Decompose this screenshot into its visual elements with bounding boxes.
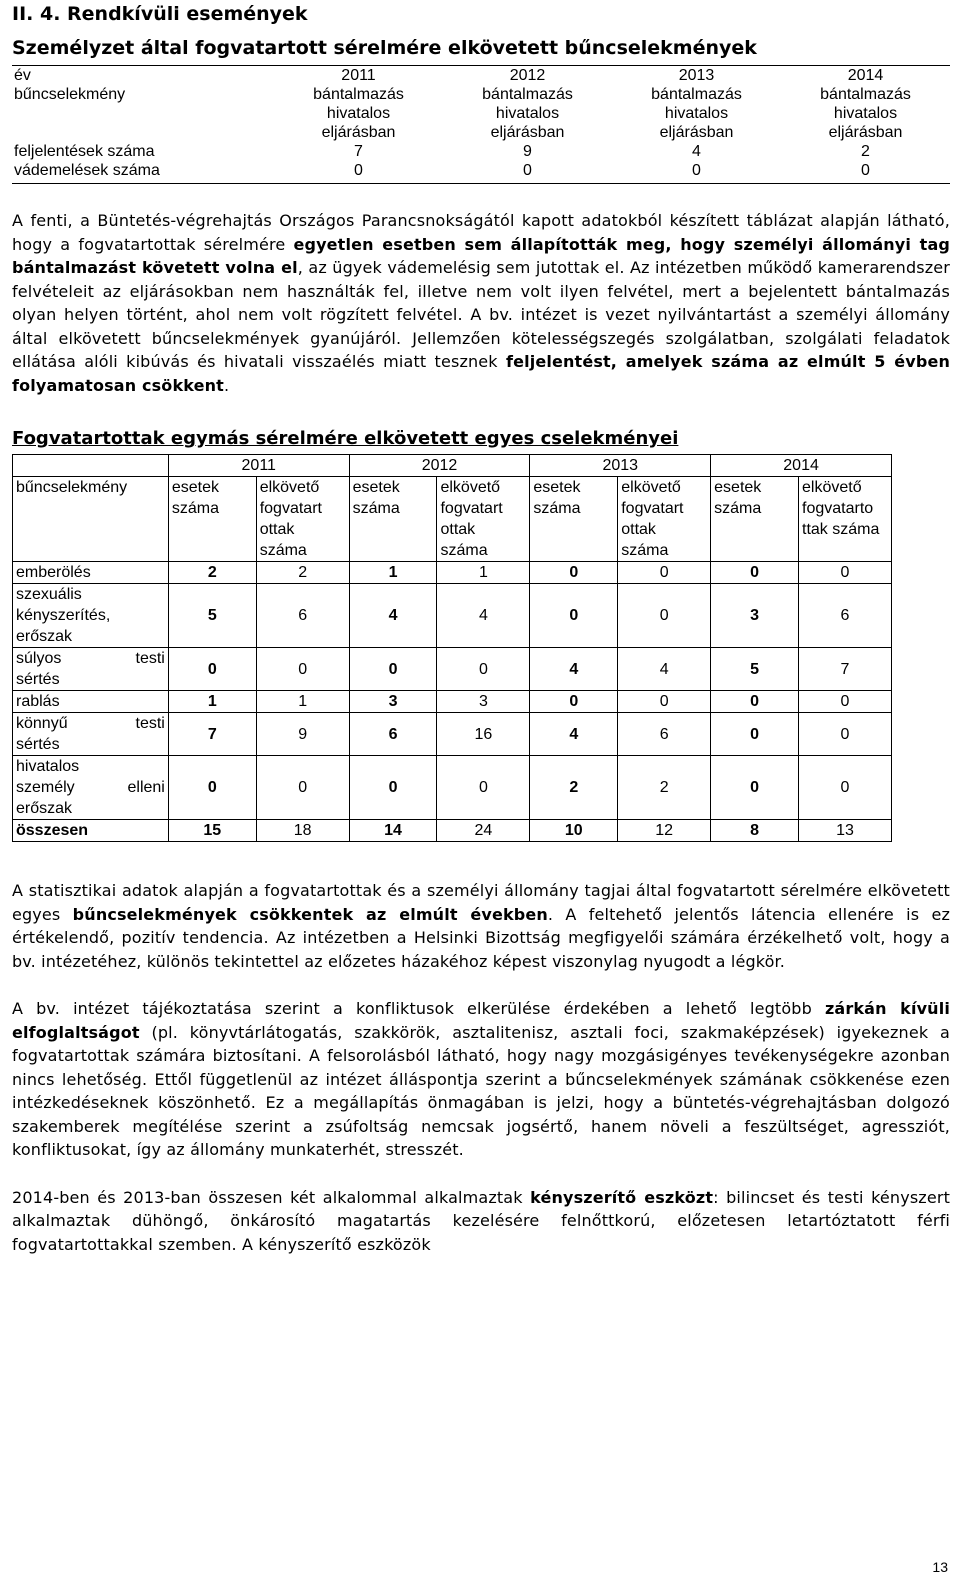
table-row	[13, 820, 892, 842]
table-cell: 7	[168, 713, 256, 756]
table-cell: 14	[349, 820, 437, 842]
table-cell: 15	[168, 820, 256, 842]
year-2011: 2011	[274, 66, 443, 86]
table-cell: 0	[799, 562, 892, 584]
table-cell: 4	[530, 713, 618, 756]
table-row	[13, 648, 892, 691]
cases-header: esetek száma	[530, 477, 618, 562]
paragraph-activities: A bv. intézet tájékoztatása szerint a konfliktusok elkerülése érdekében a lehető legtöbb zárkán kívüli elfoglaltságot (pl. könyvtárlátogatás, szakkörök, asztalitenisz, asztali foci, szakmaképzések) igyekeznek a fogvatartottak számára biztosítani. A felsorolásból látható, hogy nagy mozgásigényes tevékenységekre azonban nincs lehetőség. Ettől függetlenül az intézet álláspontja szerint a bűncselekmények számának csökkenése ezen intézkedéseknek köszönhető. Ez a megállapítás önmagában is jelzi, hogy a büntetés-végrehajtásban dolgozó szakemberek megítélése szerint a zsúfoltság nemcsak jogsértő, hanem növeli a feszültséget, agressziót, konfliktusokat, így az állomány munkaterhét, stresszét.	[12, 999, 950, 1159]
crime-type-cell: bántalmazás hivatalos eljárásban	[651, 86, 742, 141]
table-cell: 1	[437, 562, 530, 584]
table-cell: 0	[437, 648, 530, 691]
page-number: 13	[932, 1559, 948, 1575]
table-cell: 2	[618, 756, 711, 820]
table1-title: Személyzet által fogvatartott sérelmére elkövetett bűncselekmények	[12, 37, 757, 59]
table-row	[13, 584, 892, 648]
table-cell: 0	[349, 756, 437, 820]
perpetrators-header: elkövető fogvatart ottak száma	[437, 477, 530, 562]
table-cell: 4	[349, 584, 437, 648]
table-cell: 0	[168, 648, 256, 691]
cases-header: esetek száma	[711, 477, 799, 562]
table-row	[13, 691, 892, 713]
table-cell: 3	[711, 584, 799, 648]
table-row	[13, 756, 892, 820]
table-cell: 4	[618, 648, 711, 691]
row-label: emberölés	[13, 562, 169, 584]
year-2013: 2013	[530, 455, 711, 477]
table-row	[13, 562, 892, 584]
table-cell: 6	[799, 584, 892, 648]
table2-body	[13, 562, 892, 842]
row-label: könnyű testi sértés	[13, 713, 169, 756]
year-label: év	[12, 66, 274, 86]
table-cell: 0	[711, 713, 799, 756]
table-cell: 0	[799, 691, 892, 713]
year-2014: 2014	[711, 455, 892, 477]
table-cell: 0	[168, 756, 256, 820]
crime-type-cell: bántalmazás hivatalos eljárásban	[313, 86, 404, 141]
year-2012: 2012	[443, 66, 612, 86]
crime-type-cell: bántalmazás hivatalos eljárásban	[820, 86, 911, 141]
table-cell: 18	[256, 820, 349, 842]
crime-label: bűncselekmény	[13, 477, 169, 562]
table-cell: 0	[711, 562, 799, 584]
year-2013: 2013	[612, 66, 781, 86]
table-cell: 0	[530, 562, 618, 584]
table-cell: 6	[618, 713, 711, 756]
table-cell: 16	[437, 713, 530, 756]
year-2011: 2011	[168, 455, 349, 477]
table-cell: 0	[437, 756, 530, 820]
table-cell: 0	[799, 713, 892, 756]
table-row	[13, 713, 892, 756]
table-cell: 10	[530, 820, 618, 842]
table-cell: 13	[799, 820, 892, 842]
table-cell: 1	[256, 691, 349, 713]
table-cell: 5	[711, 648, 799, 691]
table-cell: 2	[256, 562, 349, 584]
section-title: II. 4. Rendkívüli események	[12, 3, 308, 25]
staff-offences-table	[12, 65, 950, 184]
row-label: szexuális kényszerítés, erőszak	[13, 584, 169, 648]
table-row: feljelentések száma 7 9 4 2	[14, 143, 870, 160]
cases-header: esetek száma	[168, 477, 256, 562]
table-cell: 1	[168, 691, 256, 713]
table-cell: 6	[256, 584, 349, 648]
table-cell: 4	[437, 584, 530, 648]
table-cell: 6	[349, 713, 437, 756]
perpetrators-header: elkövető fogvatarto ttak száma	[799, 477, 892, 562]
inmate-offences-table	[12, 454, 892, 842]
table2-title: Fogvatartottak egymás sérelmére elkövetett egyes cselekményei	[12, 428, 679, 449]
crime-type-cell: bántalmazás hivatalos eljárásban	[482, 86, 573, 141]
table-cell: 9	[256, 713, 349, 756]
table-cell: 0	[530, 691, 618, 713]
cases-header: esetek száma	[349, 477, 437, 562]
table-cell: 7	[799, 648, 892, 691]
paragraph-staff-offences: A fenti, a Büntetés-végrehajtás Országos Parancsnokságától kapott adatokból készített táblázat alapján látható, hogy a fogvatartottak sérelmére egyetlen esetben sem állapították meg, hogy személyi állományi tag bántalmazást követett volna el, az ügyek vádemelésig sem jutottak el. Az intézetben működő kamerarendszer felvételeit az eljárásokban nem használták fel, illetve nem volt ilyen felvétel, mert a bejelentett bántalmazás olyan helyen történt, ahol nem volt rögzített felvétel. A bv. intézet is vezet nyilvántartást a személyi állomány által elkövetett bűncselekmények gyanújáról. Jellemzően kötelességszegés szolgálatban, szolgálati feladatok ellátása alóli kibúvás és hivatali visszaélés miatt tesznek feljelentést, amelyek száma az elmúlt 5 évben folyamatosan csökkent.	[12, 211, 951, 395]
paragraph-statistics: A statisztikai adatok alapján a fogvatartottak és a személyi állomány tagjai által fogvatartott sérelmére elkövetett egyes bűncselekmények csökkentek az elmúlt években. A feltehető jelentős látencia ellenére is ez értékelendő, pozitív tendencia. Az intézetben a Helsinki Bizottság megfigyelői számára érzékelhető volt, hogy a bv. intézetéhez, különös tekintettel az előzetes házakéhoz képest viszonylag nyugodt a légkör.	[12, 881, 951, 971]
row-label: súlyos testi sértés	[13, 648, 169, 691]
document-page	[12, 0, 950, 1256]
table-cell: 0	[618, 584, 711, 648]
table-cell: 0	[618, 562, 711, 584]
perpetrators-header: elkövető fogvatart ottak száma	[256, 477, 349, 562]
table-cell: 5	[168, 584, 256, 648]
row-label: hivatalos személy elleni erőszak	[13, 756, 169, 820]
table-cell: 0	[711, 756, 799, 820]
paragraph-coercive-means: 2014-ben és 2013-ban összesen két alkalommal alkalmaztak kényszerítő eszközt: bilincset és testi kényszert alkalmaztak dühöngő, önkárosító magatartás kezelésére felnőttkorú, előzetesen letartóztatott férfi fogvatartottakkal szemben. A kényszerítő eszközök	[12, 1187, 950, 1254]
perpetrators-header: elkövető fogvatart ottak száma	[618, 477, 711, 562]
table2-header-row	[13, 477, 892, 562]
table-cell: 0	[711, 691, 799, 713]
table-cell: 1	[349, 562, 437, 584]
crime-label: bűncselekmény	[14, 86, 126, 103]
table1-year-row	[12, 66, 950, 86]
table-cell: 8	[711, 820, 799, 842]
table-cell: 12	[618, 820, 711, 842]
table-cell: 0	[799, 756, 892, 820]
table-cell: 0	[256, 756, 349, 820]
table1-crime-row	[12, 85, 950, 142]
table-row: vádemelések száma 0 0 0 0	[12, 161, 950, 184]
row-label: összesen	[13, 820, 169, 842]
table-cell: 4	[530, 648, 618, 691]
table-cell: 0	[256, 648, 349, 691]
row-label: rablás	[13, 691, 169, 713]
year-2012: 2012	[349, 455, 530, 477]
table-cell: 24	[437, 820, 530, 842]
table-cell: 2	[530, 756, 618, 820]
table-cell: 2	[168, 562, 256, 584]
table-cell: 3	[349, 691, 437, 713]
table-cell: 0	[530, 584, 618, 648]
table-cell: 0	[618, 691, 711, 713]
table-cell: 3	[437, 691, 530, 713]
table2-year-row	[13, 455, 892, 477]
table-cell: 0	[349, 648, 437, 691]
year-2014: 2014	[781, 66, 950, 86]
